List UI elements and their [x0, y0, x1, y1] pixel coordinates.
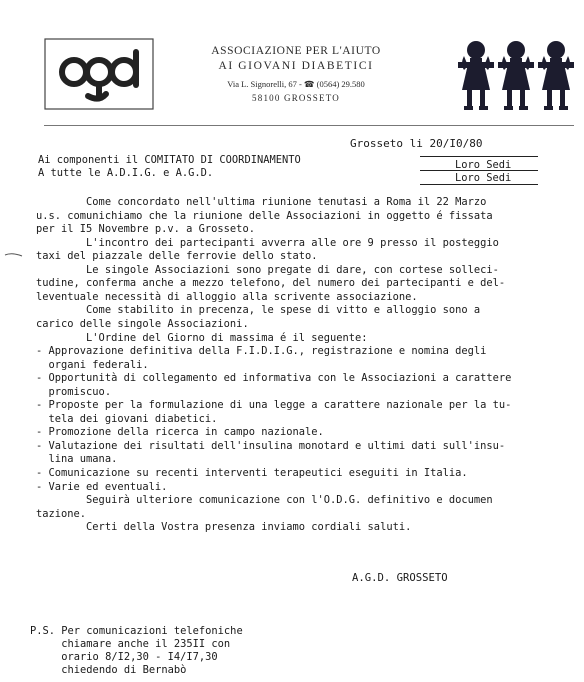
letterhead-divider — [44, 125, 574, 126]
body-line: L'incontro dei partecipanti avverra alle ore 9 presso il posteggio — [36, 236, 499, 249]
children-figures-illustration — [458, 38, 576, 118]
body-line: organi federali. — [36, 358, 149, 371]
postscript-line: orario 8/I2,30 - I4/I7,30 — [30, 651, 218, 663]
recipient-box-mid-rule — [420, 170, 538, 171]
signature: A.G.D. GROSSETO — [352, 572, 448, 584]
body-line: - Opportunità di collegamento ed informativa con le Associazioni a carattere — [36, 372, 512, 385]
body-line: Le singole Associazioni sono pregate di dare, con cortese solleci- — [36, 263, 499, 276]
letter-date: Grosseto li 20/I0/80 — [350, 137, 483, 150]
body-line: - Varie ed eventuali. — [36, 480, 168, 493]
body-line: lina umana. — [36, 453, 118, 466]
margin-mark — [4, 250, 24, 260]
body-line: carico delle singole Associazioni. — [36, 317, 249, 330]
organization-block — [176, 44, 416, 105]
agd-logo — [44, 38, 154, 110]
org-name-line2: AI GIOVANI DIABETICI — [218, 60, 374, 72]
postscript-line: P.S. Per comunicazioni telefoniche — [30, 625, 243, 637]
postscript-line: chiedendo di Bernabò — [30, 664, 187, 676]
body-line: tazione. — [36, 507, 87, 520]
body-line: L'Ordine del Giorno di massima é il seguente: — [36, 331, 368, 344]
body-line: taxi del piazzale delle ferrovie dello stato. — [36, 250, 318, 263]
body-line: - Approvazione definitiva della F.I.D.I.G., registrazione e nomina degli — [36, 345, 487, 358]
body-line: tudine, conferma anche a mezzo telefono, del numero dei partecipanti e del- — [36, 277, 506, 290]
recipient-line-1: Ai componenti il COMITATO DI COORDINAMENTO — [38, 154, 301, 166]
recipient-box-bottom-rule — [420, 184, 538, 185]
recipient-right-2: Loro Sedi — [455, 172, 512, 184]
body-line: u.s. comunichiamo che la riunione delle Associazioni in oggetto é fissata — [36, 209, 493, 222]
body-line: tela dei giovani diabetici. — [36, 412, 218, 425]
body-line: - Promozione della ricerca in campo nazionale. — [36, 426, 324, 439]
body-line: - Valutazione dei risultati dell'insulina monotard e ultimi dati sull'insu- — [36, 439, 506, 452]
body-line: - Comunicazione su recenti interventi terapeutici eseguiti in Italia. — [36, 467, 468, 479]
body-line: - Proposte per la formulazione di una legge a carattere nazionale per la tu- — [36, 399, 512, 412]
body-line: Certi della Vostra presenza inviamo cordiali saluti. — [36, 521, 412, 534]
body-line: leventuale necessità di alloggio alla scrivente associazione. — [36, 290, 418, 303]
logo-lettering: agd — [44, 38, 46, 39]
body-line: Come stabilito in precenza, le spese di vitto e alloggio sono a — [36, 304, 481, 317]
recipient-right-1: Loro Sedi — [455, 159, 512, 171]
org-name-line1: ASSOCIAZIONE PER L'AIUTO — [211, 45, 381, 57]
org-city: 58100 GROSSETO — [252, 93, 340, 103]
org-address: Via L. Signorelli, 67 - ☎ (0564) 29.580 — [227, 79, 365, 89]
postscript-line: chiamare anche il 235II con — [30, 638, 231, 650]
recipient-box-top-rule — [420, 156, 538, 157]
body-line: per il I5 Novembre p.v. a Grosseto. — [36, 223, 255, 236]
body-line: promiscuo. — [36, 385, 112, 398]
body-line: Come concordato nell'ultima riunione tenutasi a Roma il 22 Marzo — [36, 196, 487, 208]
recipient-line-2: A tutte le A.D.I.G. e A.G.D. — [38, 167, 214, 179]
body-line: Seguirà ulteriore comunicazione con l'O.D.G. definitivo e documen — [36, 494, 493, 507]
